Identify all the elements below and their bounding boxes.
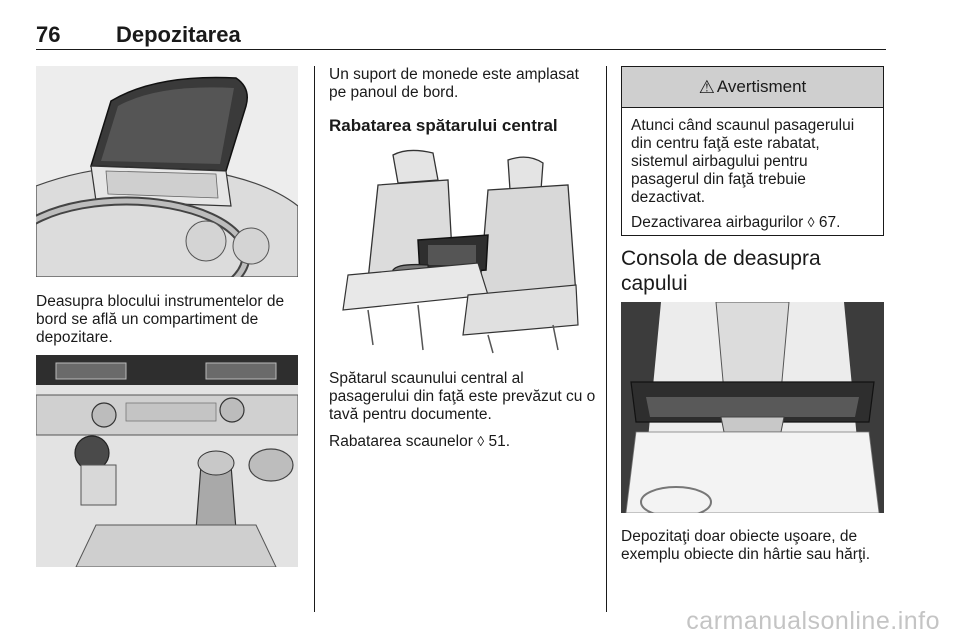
watermark: carmanualsonline.info xyxy=(686,607,940,635)
heading-fold-center-backrest: Rabatarea spătarului central xyxy=(329,116,558,135)
folded-seat-illustration xyxy=(338,145,582,355)
paragraph-document-tray: Spătarul scaunului central al pasagerului din faţă este prevăzut cu o tavă pentru documente. xyxy=(329,370,596,423)
page-header xyxy=(36,22,886,50)
reference-fold-seats[interactable]: Rabatarea scaunelor ◊ 51. xyxy=(329,433,511,450)
warning-title: Avertisment xyxy=(716,77,807,96)
coin-holder-illustration xyxy=(36,355,298,567)
dashboard-compartment-illustration xyxy=(36,66,298,277)
reference-airbag-deactivation[interactable]: Dezactivarea airbagurilor ◊ 67. xyxy=(631,214,841,231)
caption-dashboard-compartment: Deasupra blocului instrumentelor de bord se află un compartiment de depozitare. xyxy=(36,293,285,346)
column-divider-2 xyxy=(606,66,607,612)
reference-arrow-icon: ◊ xyxy=(477,433,485,449)
heading-overhead-console: Consola de deasupra capului xyxy=(621,247,821,295)
header-rule xyxy=(36,49,886,50)
warning-header xyxy=(622,67,883,108)
reference-arrow-icon: ◊ xyxy=(807,214,815,230)
warning-body xyxy=(622,108,883,232)
warning-triangle-icon: ⚠ xyxy=(698,76,715,97)
paragraph-coin-holder: Un suport de monede este amplasat pe panoul de bord. xyxy=(329,66,579,101)
overhead-console-illustration xyxy=(621,302,884,513)
column-divider-1 xyxy=(314,66,315,612)
warning-text: Atunci când scaunul pasagerului din centru faţă este rabatat, sistemul airbagului pentru pasagerul din faţă trebuie dezactivat. xyxy=(631,117,855,206)
caption-overhead-console: Depozitaţi doar obiecte uşoare, de exemplu obiecte din hârtie sau hărţi. xyxy=(621,528,871,563)
warning-box xyxy=(621,66,884,236)
page-number: 76 xyxy=(36,22,61,47)
running-title: Depozitarea xyxy=(116,22,241,47)
